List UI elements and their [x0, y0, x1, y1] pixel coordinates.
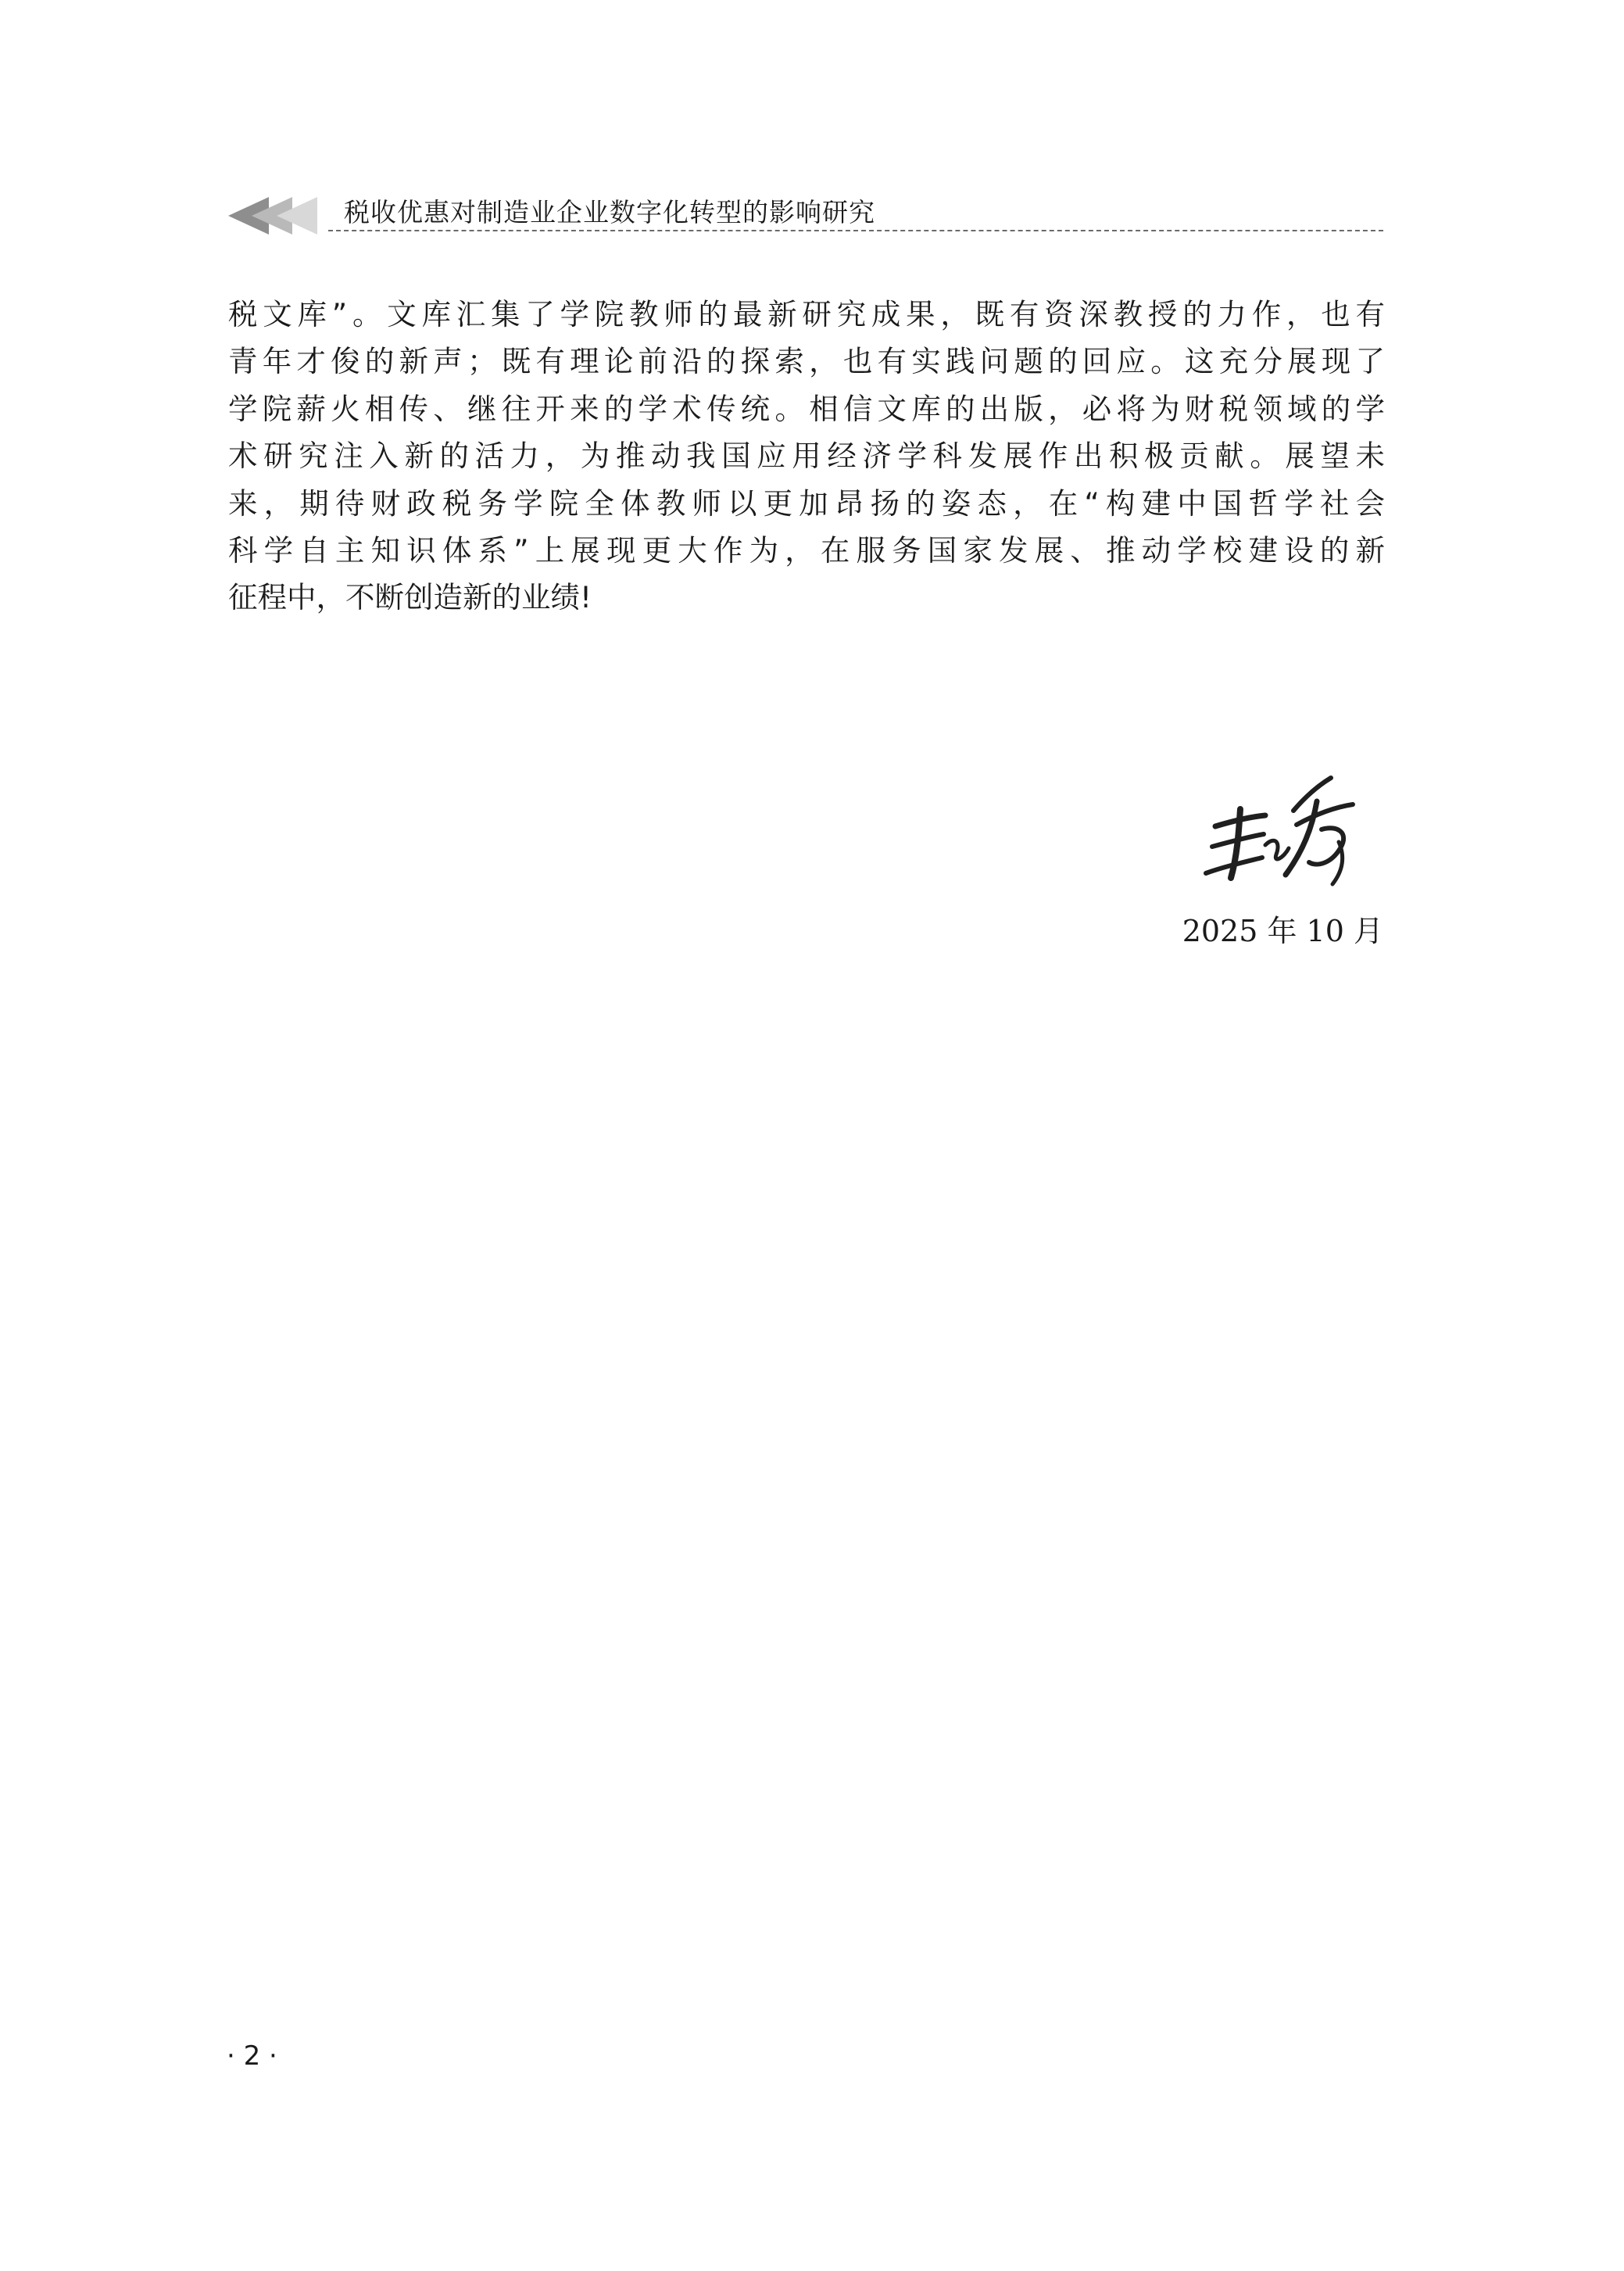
- body-line: 税文库”。文库汇集了学院教师的最新研究成果，既有资深教授的力作，也有: [228, 297, 1385, 331]
- body-paragraph: [228, 291, 1385, 621]
- running-header-title: 税收优惠对制造业企业数字化转型的影响研究: [344, 197, 875, 227]
- running-header: [228, 178, 1385, 241]
- body-line: 科学自主知识体系”上展现更大作为，在服务国家发展、推动学校建设的新: [228, 532, 1385, 568]
- header-arrows-icon: [228, 192, 338, 239]
- handwritten-signature: [1200, 770, 1364, 895]
- body-line: 学院薪火相传、继往开来的学术传统。相信文库的出版，必将为财税领域的学: [228, 391, 1385, 426]
- body-line: 来，期待财政税务学院全体教师以更加昂扬的姿态，在“构建中国哲学社会: [228, 485, 1385, 521]
- header-dashed-rule: [328, 230, 1383, 231]
- page-number: · 2 ·: [227, 2040, 277, 2072]
- body-line: 术研究注入新的活力，为推动我国应用经济学科发展作出积极贡献。展望未: [228, 439, 1385, 474]
- body-line: 征程中，不断创造新的业绩!: [228, 580, 592, 615]
- body-line: 青年才俊的新声；既有理论前沿的探索，也有实践问题的回应。这充分展现了: [228, 344, 1385, 379]
- date-line: 2025 年 10 月: [1182, 914, 1383, 948]
